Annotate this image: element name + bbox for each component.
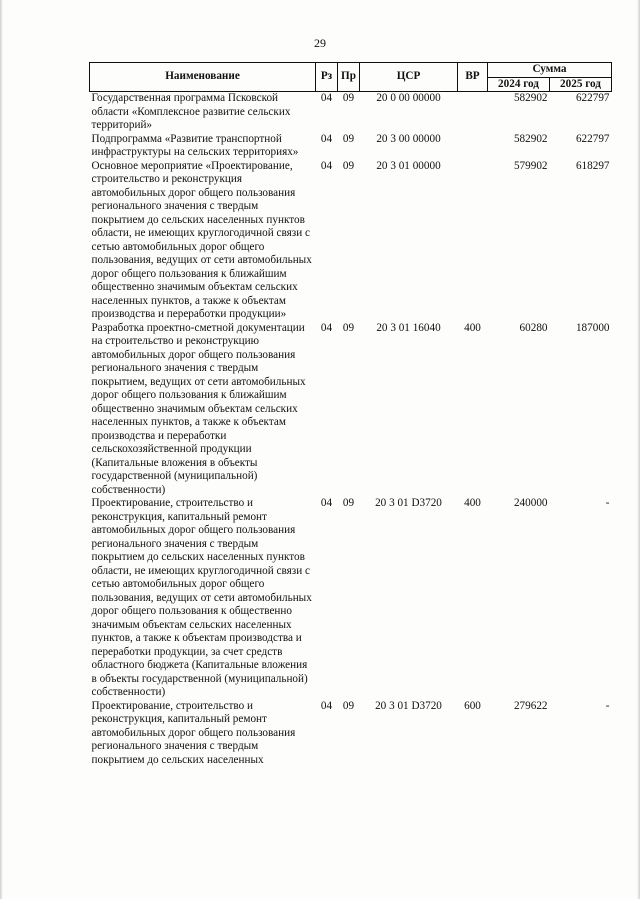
header-csr: ЦСР [360, 63, 458, 92]
row-rz: 04 [320, 321, 333, 334]
row-sum-2024: 582902 [513, 92, 548, 104]
row-rz: 04 [320, 92, 333, 104]
row-sum-2025: 187000 [575, 321, 610, 334]
row-rz: 04 [320, 497, 333, 509]
row-pr: 09 [342, 497, 355, 509]
row-sum-2024: 60280 [519, 321, 548, 334]
row-sum-2025: - [605, 699, 610, 712]
row-csr: 20 3 01 D3720 [375, 497, 442, 509]
row-sum-2025: 622797 [575, 92, 610, 104]
row-sum-2025: 622797 [575, 132, 610, 145]
row-vr: 400 [464, 497, 481, 509]
scan-edge-left [0, 0, 3, 899]
table-body [90, 92, 612, 768]
row-pr: 09 [342, 92, 355, 104]
row-name: Проектирование, строительство и реконструкция, капитальный ремонт автомобильных дорог общего пользования регионального значения с твердым покрытием до сельских населенных [91, 699, 296, 766]
row-name: Основное мероприятие «Проектирование, строительство и реконструкция автомобильных дорог общего пользования регионального значения с твердым покрытием до сельских населенных пунктов области, не имеющих круглогодичной связи с сетью автомобильных дорог общего пользования, ведущих от сети автомобильных дорог общего пользования к ближайшим общественно значимым объектам сельских населенных пунктов, а также к объектам производства и переработки продукции» [91, 159, 312, 320]
row-csr: 20 3 01 16040 [376, 321, 441, 334]
row-pr: 09 [342, 159, 355, 172]
header-year-2025: 2025 год [550, 77, 612, 92]
row-vr: 400 [464, 321, 481, 334]
row-sum-2025: - [605, 497, 610, 509]
row-sum-2024: 582902 [513, 132, 548, 145]
row-name: Государственная программа Псковской области «Комплексное развитие сельских территорий» [91, 92, 291, 131]
budget-table [89, 62, 612, 767]
row-rz: 04 [320, 159, 333, 172]
row-csr: 20 0 00 00000 [376, 92, 441, 104]
row-name: Разработка проектно-сметной документации на строительство и реконструкцию автомобильных дорог общего пользования регионального значения с твердым покрытием, ведущих от сети автомобильных дорог общего пользования к ближайшим общественно значимым объектам сельских населенных пунктов, а также к объектам производства и переработки сельскохозяйственной продукции (Капитальные вложения в объекты государственной (муниципальной) собственности) [91, 321, 306, 496]
header-year-2024: 2024 год [488, 77, 550, 92]
table-row [90, 92, 612, 133]
row-name: Подпрограмма «Развитие транспортной инфраструктуры на сельских территориях» [91, 132, 299, 158]
page-number: 29 [314, 36, 326, 50]
row-rz: 04 [320, 699, 333, 712]
header-pr: Пр [338, 63, 360, 92]
row-vr [458, 92, 488, 133]
row-name: Проектирование, строительство и реконструкция, капитальный ремонт автомобильных дорог общего пользования регионального значения с твердым покрытием до сельских населенных пунктов области, не имеющих круглогодичной связи с сетью автомобильных дорог общего пользования, ведущих от сети автомобильных дорог общего пользования к общественно значимым объектам сельских населенных пунктов, а также к объектам производства и переработки продукции, за счет средств областного бюджета (Капитальные вложения в объекты государственной (муниципальной) собственности) [91, 497, 312, 698]
row-vr [458, 160, 488, 322]
row-vr [458, 133, 488, 160]
row-sum-2024: 279622 [513, 699, 548, 712]
row-sum-2024: 240000 [513, 497, 548, 509]
row-csr: 20 3 01 00000 [376, 159, 441, 172]
header-name: Наименование [90, 63, 316, 92]
row-rz: 04 [320, 132, 333, 145]
row-sum-2024: 579902 [513, 159, 548, 172]
row-pr: 09 [342, 699, 355, 712]
row-pr: 09 [342, 132, 355, 145]
header-rz: Рз [316, 63, 338, 92]
table-row [90, 322, 612, 498]
table-header [90, 63, 612, 92]
table-row [90, 497, 612, 700]
table-row [90, 160, 612, 322]
table-row [90, 133, 612, 160]
header-vr: ВР [458, 63, 488, 92]
row-csr: 20 3 01 D3720 [375, 699, 442, 712]
row-vr: 600 [464, 699, 481, 712]
header-sum: Сумма [488, 63, 612, 78]
row-csr: 20 3 00 00000 [376, 132, 441, 145]
row-sum-2025: 618297 [575, 159, 610, 172]
table-row [90, 700, 612, 768]
row-pr: 09 [342, 321, 355, 334]
